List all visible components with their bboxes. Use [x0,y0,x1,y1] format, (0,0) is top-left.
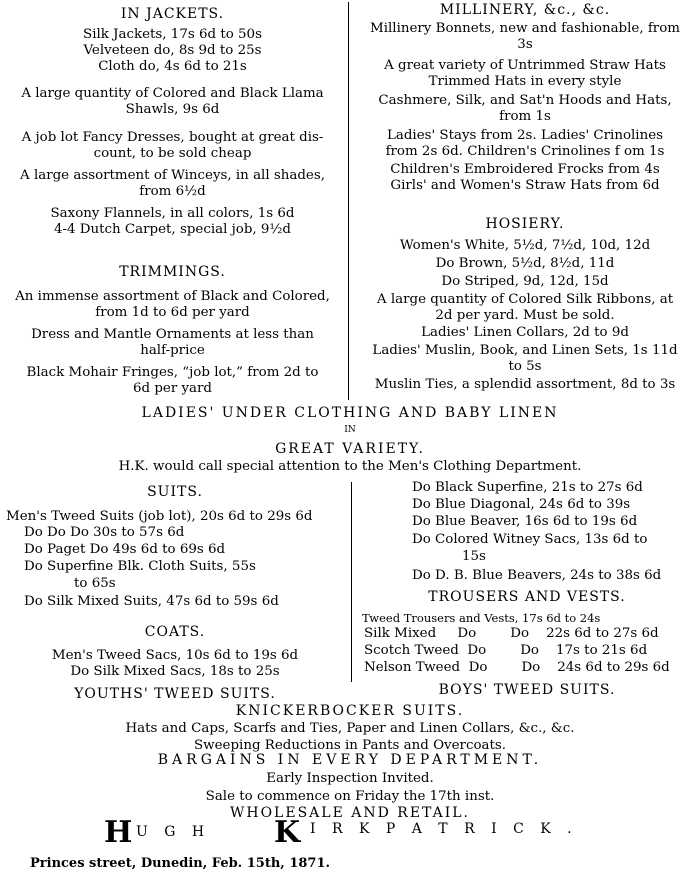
trimmings-line: Black Mohair Fringes, “job lot,” from 2d to [26,365,319,380]
suits-line: Do Paget Do 49s 6d to 69s 6d [24,542,226,557]
suits-line: Do Superfine Blk. Cloth Suits, 55s [24,559,256,574]
millinery-line: A great variety of Untrimmed Straw Hats [384,58,666,73]
hosiery-line: Ladies' Muslin, Book, and Linen Sets, 1s 11d [372,343,678,358]
jackets-line: Saxony Flannels, in all colors, 1s 6d [50,206,295,221]
trimmings-line: from 1d to 6d per yard [95,305,250,320]
millinery-line: Children's Embroidered Frocks from 4s [390,162,660,177]
coats-list-line: Do Blue Beaver, 16s 6d to 19s 6d [412,514,638,529]
bargains-heading: BARGAINS IN EVERY DEPARTMENT. [157,752,543,768]
hosiery-line: Do Brown, 5½d, 8½d, 11d [435,256,615,271]
suits-heading: SUITS. [147,484,203,500]
millinery-line: from 1s [499,109,551,124]
trousers-line: Scotch Tweed Do Do 17s to 21s 6d [364,643,648,658]
millinery-line: Ladies' Stays from 2s. Ladies' Crinolines [386,128,664,143]
millinery-line: Trimmed Hats in every style [428,74,622,89]
trousers-line: Nelson Tweed Do Do 24s 6d to 29s 6d [364,660,670,675]
trimmings-line: Dress and Mantle Ornaments at less than [31,327,314,342]
wholesale-heading: WHOLESALE AND RETAIL. [229,805,471,821]
boys-heading: BOYS' TWEED SUITS. [438,682,616,698]
column-divider-bottom [351,482,352,682]
hosiery-line: Women's White, 5½d, 7½d, 10d, 12d [399,238,651,253]
coats-line: Men's Tweed Sacs, 10s 6d to 19s 6d [51,648,299,663]
mens-clothing-notice: H.K. would call special attention to the Men's Clothing Department. [118,459,582,474]
coats-list-line: Do Blue Diagonal, 24s 6d to 39s [412,497,631,512]
name-last-rest: I R K P A T R I C K . [310,821,578,837]
trimmings-line: half-price [140,343,205,358]
millinery-line: Girls' and Women's Straw Hats from 6d [390,178,660,193]
millinery-line: Millinery Bonnets, new and fashionable, from [370,21,680,36]
hosiery-line: Ladies' Linen Collars, 2d to 9d [421,325,629,340]
coats-list-line: Do D. B. Blue Beavers, 24s to 38s 6d [412,568,662,583]
jackets-line: Cloth do, 4s 6d to 21s [98,59,247,74]
jackets-line: 4-4 Dutch Carpet, special job, 9½d [53,222,291,237]
sweeping-line: Sweeping Reductions in Pants and Overcoats. [193,738,507,753]
dateline: Princes street, Dunedin, Feb. 15th, 1871. [30,856,331,871]
jackets-line: Silk Jackets, 17s 6d to 50s [83,27,262,42]
millinery-line: 3s [517,37,533,52]
suits-line: Men's Tweed Suits (job lot), 20s 6d to 29s 6d [6,509,313,524]
hosiery-line: to 5s [508,359,542,374]
millinery-line: from 2s 6d. Children's Crinolines f om 1s [385,144,665,159]
trimmings-heading: TRIMMINGS. [119,264,226,280]
knickerbocker-heading: KNICKERBOCKER SUITS. [235,703,465,719]
coats-heading: COATS. [144,624,206,640]
suits-line: Do Do Do 30s to 57s 6d [24,525,185,540]
hosiery-line: A large quantity of Colored Silk Ribbons, at [376,292,674,307]
hosiery-line: Muslin Ties, a splendid assortment, 8d to 3s [374,377,676,392]
trousers-line: Silk Mixed Do Do 22s 6d to 27s 6d [364,626,659,641]
jackets-line: Shawls, 9s 6d [125,102,220,117]
jackets-line: count, to be sold cheap [93,146,252,161]
jackets-heading: IN JACKETS. [120,6,225,22]
name-first-rest: U G H [136,824,211,840]
jackets-line: A job lot Fancy Dresses, bought at great dis- [21,130,324,145]
coats-list-line: Do Colored Witney Sacs, 13s 6d to [412,532,648,547]
suits-line: Do Silk Mixed Suits, 47s 6d to 59s 6d [24,594,279,609]
suits-line: to 65s [74,576,116,591]
millinery-line: Cashmere, Silk, and Sat'n Hoods and Hats, [378,93,672,108]
early-inspection-line: Early Inspection Invited. [266,771,434,786]
coats-list-line: 15s [462,549,486,564]
youths-heading: YOUTHS' TWEED SUITS. [74,686,276,702]
hosiery-heading: HOSIERY. [485,216,565,232]
jackets-line: A large assortment of Winceys, in all shades, [20,168,325,183]
trousers-line: Tweed Trousers and Vests, 17s 6d to 24s [362,611,601,625]
jackets-line: from 6½d [139,184,206,199]
under-clothing-heading: LADIES' UNDER CLOTHING AND BABY LINEN [141,405,559,421]
trimmings-line: 6d per yard [132,381,213,396]
hats-line: Hats and Caps, Scarfs and Ties, Paper and Linen Collars, &c., &c. [125,721,575,736]
hosiery-line: Do Striped, 9d, 12d, 15d [441,274,609,289]
hosiery-line: 2d per yard. Must be sold. [435,308,615,323]
name-initial-k: K [274,815,301,850]
jackets-line: Velveteen do, 8s 9d to 25s [83,43,262,58]
sale-line: Sale to commence on Friday the 17th inst. [205,789,495,804]
column-divider-top [348,2,349,400]
coats-list-line: Do Black Superfine, 21s to 27s 6d [412,480,643,495]
proprietor-name [104,815,604,855]
coats-line: Do Silk Mixed Sacs, 18s to 25s [70,664,280,679]
millinery-heading: MILLINERY, &c., &c. [439,2,611,18]
trousers-heading: TROUSERS AND VESTS. [428,589,626,605]
great-variety-heading: GREAT VARIETY. [275,441,425,457]
trimmings-line: An immense assortment of Black and Colored, [15,289,330,304]
in-word: IN [344,425,356,435]
jackets-line: A large quantity of Colored and Black Llama [21,86,324,101]
name-initial-h: H [104,815,133,850]
